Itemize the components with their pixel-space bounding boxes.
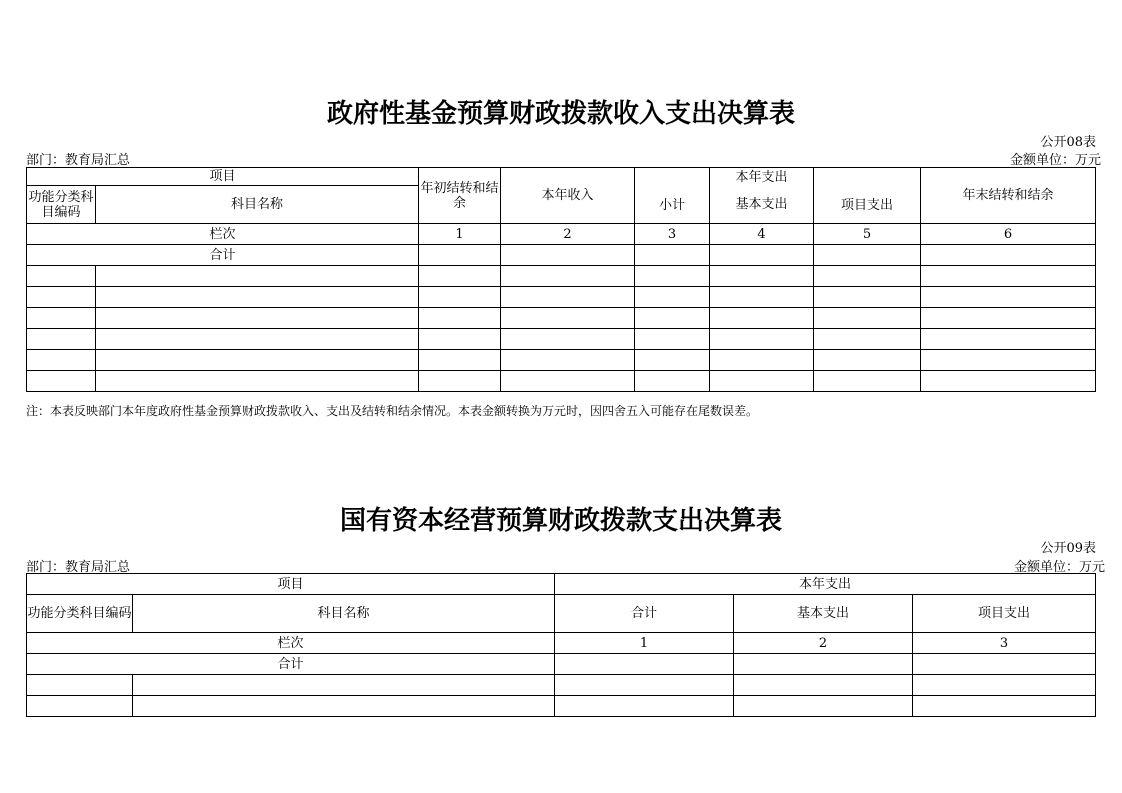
table1-title: 政府性基金预算财政拨款收入支出决算表 [326,99,795,129]
table-row [27,675,1096,696]
table-cell [913,654,1096,675]
table-cell [419,245,501,266]
table-row [27,371,1096,392]
t1-header-expense-group: 本年支出 [735,170,788,185]
table1-unit: 金额单位：万元 [1009,153,1101,168]
t2-col-num: 1 [555,633,734,654]
t2-header-expense-group: 本年支出 [555,574,1096,595]
table1-note: 注：本表反映部门本年度政府性基金预算财政拨款收入、支出及结转和结余情况。本表金额转换为万元时，因四舍五入可能存在尾数误差。 [26,404,759,418]
t1-col-num: 5 [814,224,921,245]
t2-header-func-code: 功能分类科目编码 [27,595,133,633]
t1-column-label: 栏次 [27,224,419,245]
t2-total-label: 合计 [27,654,555,675]
table1-department: 部门：教育局汇总 [26,153,131,168]
table-row [27,696,1096,717]
table-cell [635,245,710,266]
table-row [27,287,1096,308]
table-row [27,329,1096,350]
table2-grid [26,573,1096,717]
t1-col-num: 2 [501,224,635,245]
table-cell [710,245,814,266]
table-row [27,350,1096,371]
t1-header-item: 项目 [27,168,419,186]
t1-header-carryover-end: 年末结转和结余 [921,168,1096,224]
t1-header-carryover-begin: 年初结转和结余 [419,168,501,224]
t1-header-func-code: 功能分类科目编码 [27,186,96,224]
t1-header-basic: 基本支出 [735,197,788,212]
table-row [27,308,1096,329]
t2-col-num: 3 [913,633,1096,654]
table-cell [921,245,1096,266]
t1-header-income: 本年收入 [501,168,635,224]
t2-col-num: 2 [734,633,913,654]
table-cell [814,245,921,266]
t2-column-label: 栏次 [27,633,555,654]
t2-header-total: 合计 [555,595,734,633]
table2-unit: 金额单位：万元 [1013,560,1105,575]
t1-col-num: 1 [419,224,501,245]
t2-header-basic: 基本支出 [734,595,913,633]
table1-grid [26,167,1096,392]
table2-title: 国有资本经营预算财政拨款支出决算表 [339,506,782,536]
table-cell [555,654,734,675]
table-cell [734,654,913,675]
t1-total-label: 合计 [27,245,419,266]
t2-header-item: 项目 [27,574,555,595]
t1-header-subtotal: 小计 [635,168,710,224]
table-row [27,266,1096,287]
t1-total-row [27,245,1096,266]
t1-col-num: 3 [635,224,710,245]
t2-header-subject-name: 科目名称 [133,595,555,633]
table2-department: 部门：教育局汇总 [26,560,131,575]
table1-code: 公开08表 [1040,135,1096,150]
t2-total-row [27,654,1096,675]
t1-col-num: 4 [710,224,814,245]
t1-header-basic-cell [710,168,814,224]
t1-header-project: 项目支出 [814,168,921,224]
t1-header-subject-name: 科目名称 [96,186,419,224]
table2-code: 公开09表 [1040,541,1096,556]
t1-col-num: 6 [921,224,1096,245]
t2-header-project: 项目支出 [913,595,1096,633]
table-cell [501,245,635,266]
